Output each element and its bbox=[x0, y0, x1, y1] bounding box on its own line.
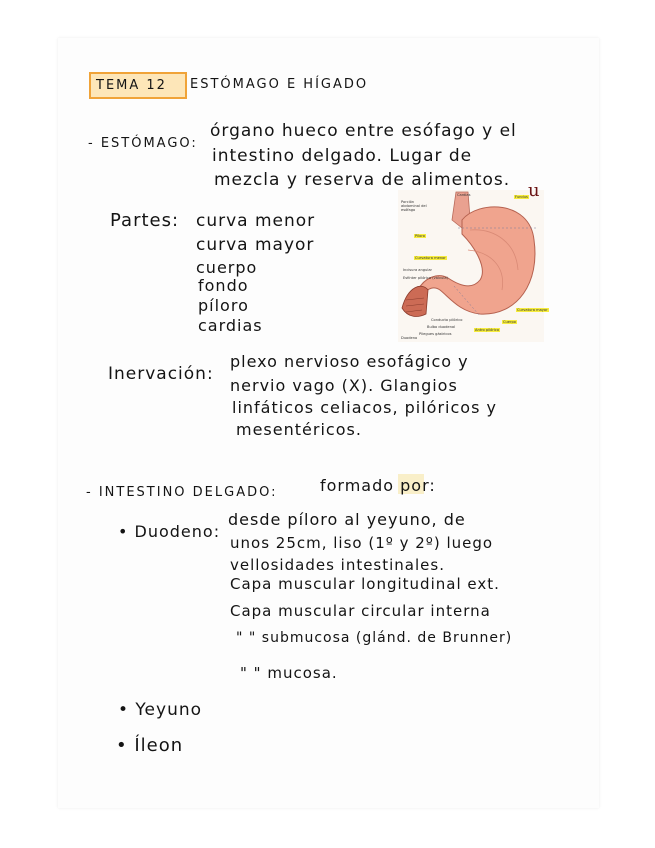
partes-label: Partes: bbox=[110, 210, 180, 231]
yeyuno-item: • Yeyuno bbox=[118, 700, 203, 720]
estomago-line: mezcla y reserva de alimentos. bbox=[214, 170, 511, 190]
diagram-label: Esfínter pilórico (válvula) bbox=[403, 276, 448, 280]
inervacion-line: mesentéricos. bbox=[236, 420, 362, 439]
parte-item: cardias bbox=[198, 316, 263, 335]
diagram-label: Incisura angular bbox=[403, 268, 433, 272]
title-text: ESTÓMAGO E HÍGADO bbox=[190, 77, 369, 92]
inervacion-line: linfáticos celiacos, pilóricos y bbox=[232, 398, 497, 417]
duodeno-line: unos 25cm, liso (1º y 2º) luego bbox=[230, 534, 494, 552]
estomago-heading: - ESTÓMAGO: bbox=[88, 136, 198, 151]
diagram-label: Fundus bbox=[515, 195, 528, 199]
diagram-mark: u bbox=[528, 180, 540, 201]
inervacion-line: nervio vago (X). Glangios bbox=[230, 376, 458, 395]
diagram-label: Pliegues gástricos bbox=[419, 332, 452, 336]
diagram-label: Antro pilórico bbox=[475, 328, 500, 332]
diagram-label: Conducto pilórico bbox=[431, 318, 463, 322]
ileon-item: • Íleon bbox=[116, 735, 184, 756]
diagram-label: Cuerpo bbox=[503, 320, 516, 324]
estomago-line: órgano hueco entre esófago y el bbox=[210, 121, 517, 141]
parte-item: cuerpo bbox=[196, 258, 258, 277]
parte-item: curva menor bbox=[196, 211, 316, 231]
inervacion-label: Inervación: bbox=[108, 364, 214, 384]
duodeno-line: Capa muscular longitudinal ext. bbox=[230, 575, 500, 593]
duodeno-label: • Duodeno: bbox=[118, 522, 221, 541]
duodeno-line: desde píloro al yeyuno, de bbox=[228, 510, 466, 529]
diagram-label: Píloro bbox=[415, 234, 425, 238]
diagram-label: Curvatura menor bbox=[415, 256, 446, 260]
diagram-label: Curvatura mayor bbox=[517, 308, 548, 312]
diagram-label: Bulbo duodenal bbox=[427, 325, 456, 329]
intestino-heading: - INTESTINO DELGADO: bbox=[86, 485, 278, 500]
stomach-diagram bbox=[398, 190, 548, 342]
diagram-label: Porción abdominal del esófago bbox=[401, 200, 427, 212]
duodeno-line: " " submucosa (glánd. de Brunner) bbox=[236, 630, 513, 646]
duodeno-line: " " mucosa. bbox=[240, 664, 338, 682]
diagram-label: Duodeno bbox=[401, 336, 418, 340]
parte-item: píloro bbox=[198, 296, 249, 315]
parte-item: fondo bbox=[198, 276, 249, 295]
duodeno-line: Capa muscular circular interna bbox=[230, 602, 491, 620]
duodeno-line: vellosidades intestinales. bbox=[230, 556, 445, 574]
title-tag: TEMA 12 bbox=[96, 78, 167, 93]
inervacion-line: plexo nervioso esofágico y bbox=[230, 352, 469, 371]
estomago-line: intestino delgado. Lugar de bbox=[212, 146, 473, 166]
parte-item: curva mayor bbox=[196, 235, 315, 255]
stomach-illustration bbox=[398, 190, 544, 342]
diagram-label: Cardias bbox=[457, 193, 471, 197]
formado-por: formado por: bbox=[320, 476, 436, 495]
